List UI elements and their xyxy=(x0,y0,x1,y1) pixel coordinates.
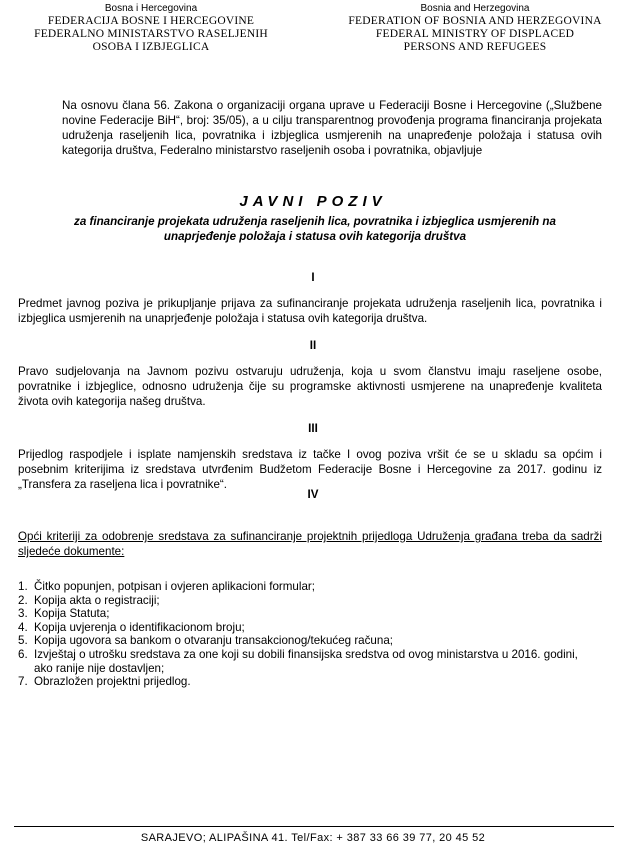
section-numeral-1: I xyxy=(311,271,315,284)
letterhead-right xyxy=(330,2,620,54)
ministry-name-local-line1: FEDERALNO MINISTARSTVO RASELJENIH xyxy=(34,28,268,40)
footer-address: SARAJEVO; ALIPAŠINA 41. Tel/Fax: + 387 33 66 39 77, 20 45 52 xyxy=(140,832,486,844)
country-name-local: Bosna i Hercegovina xyxy=(104,3,198,14)
country-name-english: Bosnia and Herzegovina xyxy=(420,3,530,14)
section-numeral-4: IV xyxy=(307,488,319,501)
federation-name-english: FEDERATION OF BOSNIA AND HERZEGOVINA xyxy=(348,15,602,27)
section-numeral-3: III xyxy=(308,422,318,435)
federation-name-local: FEDERACIJA BOSNE I HERCEGOVINE xyxy=(47,15,255,27)
ministry-name-local-line2: OSOBA I IZBJEGLICA xyxy=(92,41,210,53)
list-item: 7. Obrazložen projektni prijedlog. xyxy=(18,675,191,689)
list-item: 3. Kopija Statuta; xyxy=(18,607,110,621)
ministry-name-english-line2: PERSONS AND REFUGEES xyxy=(403,41,547,53)
section-text-1: Predmet javnog poziva je prikupljanje prijava za sufinanciranje projekata udruženja raseljenih lica, povratnika i izbjeglica usmjerenih na unaprjeđenje položaja i statusa ovih kategorija društva. xyxy=(18,297,602,325)
footer-divider xyxy=(14,826,614,827)
list-item: 5. Kopija ugovora sa bankom o otvaranju transakcionog/tekućeg računa; xyxy=(18,634,393,648)
letterhead-left xyxy=(16,2,286,54)
list-item: 6. Izvještaj o utrošku sredstava za one koji su dobili finansijska sredstva od ovog ministarstva u 2016. godini, ako ranije nije dostavljen; xyxy=(18,647,578,675)
document-subtitle: za financiranje projekata udruženja raseljenih lica, povratnika i izbjeglica usmjerenih na unaprjeđenje položaja i statusa ovih kategorija društva xyxy=(74,215,556,243)
section-text-2: Pravo sudjelovanja na Javnom pozivu ostvaruju udruženja, koja u svom članstvu imaju raseljene osobe, povratnike i izbjeglice, odnosno udruženja čije su programske aktivnosti usmjerene na unapređenje kvaliteta života ovih kategorija našeg društva. xyxy=(18,365,602,408)
section-text-3: Prijedlog raspodjele i isplate namjenskih sredstava iz tačke I ovog poziva vršit će se u skladu sa općim i posebnim kriterijima iz sredstava utvrđenim Budžetom Federacije Bosne i Hercegovine za 2017. godinu iz „Transfera za raseljena lica i povratnike“. xyxy=(18,448,602,491)
required-documents-list xyxy=(18,580,578,689)
criteria-heading: Opći kriteriji za odobrenje sredstava za sufinanciranje projektnih prijedloga Udruženja građana treba da sadrži sljedeće dokumente: xyxy=(18,530,602,558)
list-item: 1. Čitko popunjen, potpisan i ovjeren aplikacioni formular; xyxy=(18,580,315,593)
list-item: 4. Kopija uvjerenja o identifikacionom broju; xyxy=(18,620,245,634)
list-item: 2. Kopija akta o registraciji; xyxy=(18,593,160,607)
ministry-name-english-line1: FEDERAL MINISTRY OF DISPLACED xyxy=(375,28,575,40)
section-numeral-2: II xyxy=(309,339,317,352)
document-title: JAVNI POZIV xyxy=(239,193,387,210)
intro-paragraph: Na osnovu člana 56. Zakona o organizaciji organa uprave u Federaciji Bosne i Hercegovine („Službene novine Federacije BiH“, broj: 35/05), a u cilju transparentnog provođenja programa financiranja projekata udruženja raseljenih lica, povratnika i izbjeglica usmjerenih na unapređenje položaja i statusa ovih kategorija društva, Federalno ministarstvo raseljenih osoba i povratnika, objavljuje xyxy=(62,99,602,157)
